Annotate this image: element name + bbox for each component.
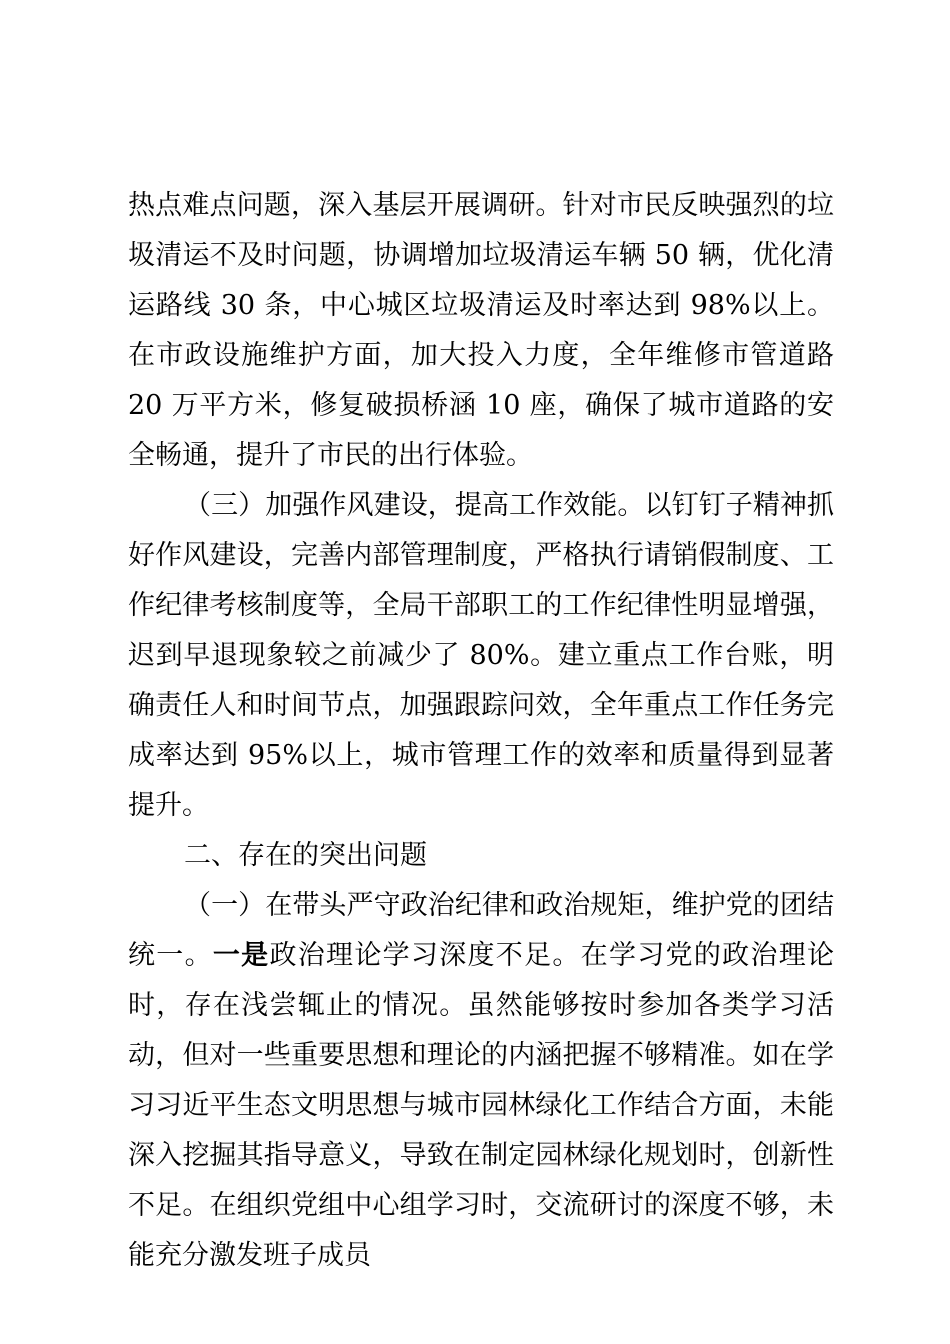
paragraph-city-services: 热点难点问题，深入基层开展调研。针对市民反映强烈的垃圾清运不及时问题，协调增加垃圾清运车辆 50 辆，优化清运路线 30 条，中心城区垃圾清运及时率达到 98%以上。在市政设施维护方面，加大投入力度，全年维修市管道路 20 万平方米，修复破损桥涵 10 座，确保了城市道路的安全畅通，提升了市民的出行体验。	[128, 190, 834, 471]
subsection-body: 政治理论学习深度不足。在学习党的政治理论时，存在浅尝辄止的情况。虽然能够按时参加各类学习活动，但对一些重要思想和理论的内涵把握不够精准。如在学习习近平生态文明思想与城市园林绿化工作结合方面，未能深入挖掘其指导意义，导致在制定园林绿化规划时，创新性不足。在组织党组中心组学习时，交流研讨的深度不够，未能充分激发班子成员	[128, 940, 835, 1271]
emphasis-first-point: 一是	[212, 940, 270, 971]
paragraph-political-discipline	[128, 881, 834, 1281]
paragraph-work-style: （三）加强作风建设，提高工作效能。以钉钉子精神抓好作风建设，完善内部管理制度，严格执行请销假制度、工作纪律考核制度等，全局干部职工的工作纪律性明显增强，迟到早退现象较之前减少了 80%。建立重点工作台账，明确责任人和时间节点，加强跟踪问效，全年重点工作任务完成率达到 95%以上，城市管理工作的效率和质量得到显著提升。	[128, 490, 834, 821]
document-page	[128, 181, 834, 1281]
subsection-lead: （一）在带头严守政治纪律和政治规矩，维护党的团结统一。	[128, 890, 834, 971]
section-heading-problems: 二、存在的突出问题	[184, 840, 427, 871]
